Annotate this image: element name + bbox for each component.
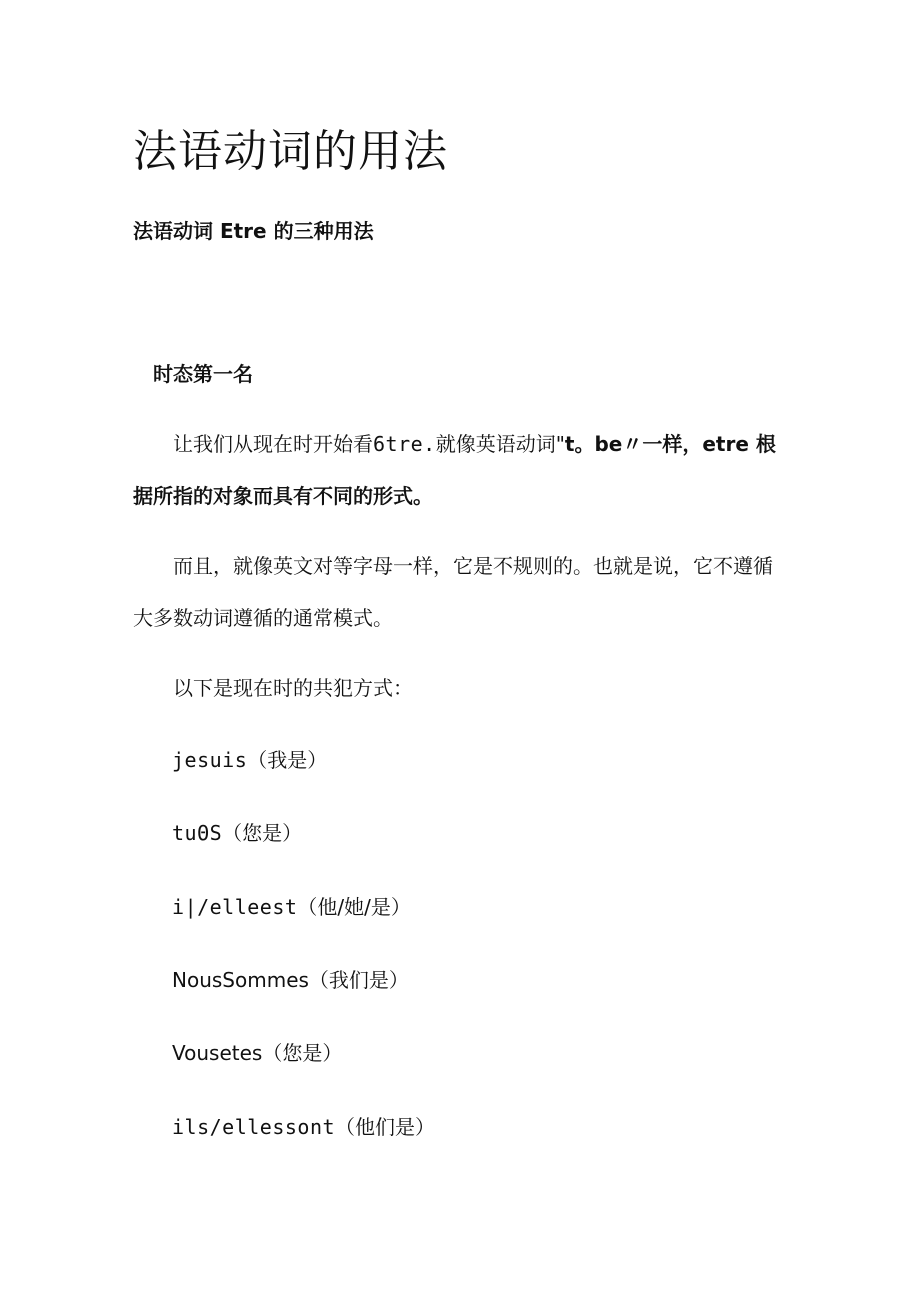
paragraph-intro-part3: 就像英语动词" [435,432,565,456]
conjugation-line [172,745,327,775]
page-title: 法语动词的用法 [133,126,448,177]
conjugation-form: Vousetes [172,1041,263,1065]
paragraph-intro-part4: t。be〃一样，etre 根据所指的对象而具有不同的形式。 [133,432,776,508]
conjugation-line [172,892,411,922]
paragraph-intro [133,418,783,522]
conjugation-form: i∣/elleest [172,895,298,919]
conjugation-line [172,1112,435,1142]
conjugation-line [172,965,409,995]
paragraph-conjugation-intro: 以下是现在时的共犯方式： [173,676,413,700]
conjugation-meaning: （他们是） [335,1115,436,1139]
conjugation-form: ils/ellessont [172,1115,336,1139]
document-subtitle: 法语动词 Etre 的三种用法 [133,219,374,243]
conjugation-form: NousSommes [172,968,309,992]
conjugation-form: jesuis [172,748,248,772]
conjugation-meaning: （我是） [247,748,328,772]
section-heading: 时态第一名 [153,362,253,386]
conjugation-meaning: （您是） [262,1041,343,1065]
conjugation-meaning: （他/她/是） [297,895,411,919]
conjugation-line [172,818,302,848]
conjugation-form: tuΘS [172,821,223,845]
conjugation-line [172,1038,342,1068]
paragraph-irregular: 而且，就像英文对等字母一样，它是不规则的。也就是说，它不遵循大多数动词遵循的通常模式。 [133,554,773,630]
conjugation-meaning: （我们是） [308,968,409,992]
paragraph-intro-part1: 让我们从现在时开始看 [173,432,373,456]
conjugation-meaning: （您是） [222,821,303,845]
paragraph-intro-part2: 6tre. [373,432,436,456]
